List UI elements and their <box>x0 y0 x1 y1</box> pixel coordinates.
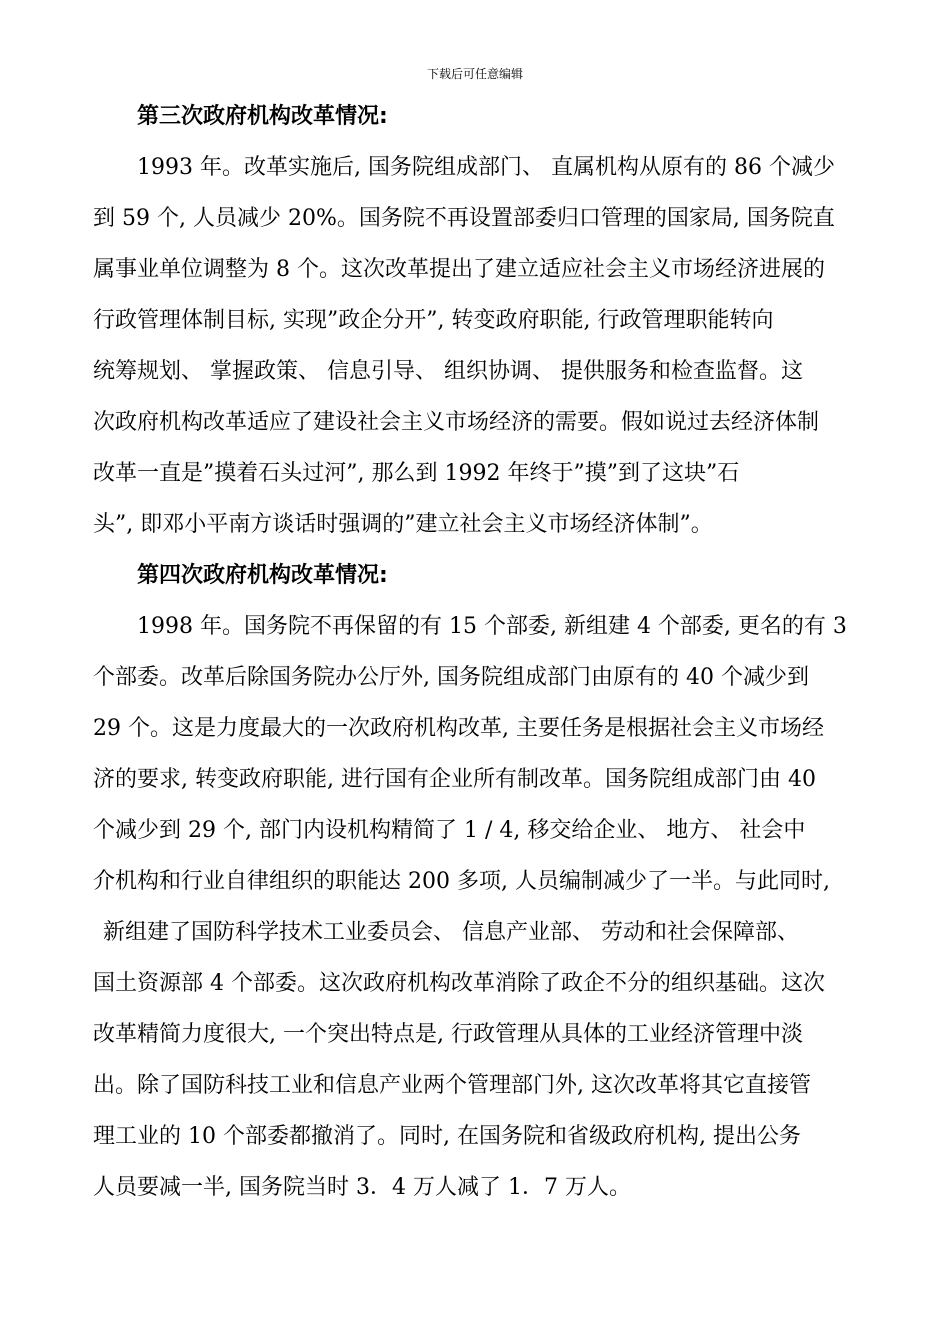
paragraph-line: 个部委。改革后除国务院办公厅外, 国务院组成部门由原有的 40 个减少到 <box>93 665 809 690</box>
paragraph-line: 行政管理体制目标, 实现”政企分开”, 转变政府职能, 行政管理职能转向 <box>93 308 774 333</box>
paragraph-line: 国土资源部 4 个部委。这次政府机构改革消除了政企不分的组织基础。这次 <box>93 971 825 996</box>
paragraph-line: 理工业的 10 个部委都撤消了。同时, 在国务院和省级政府机构, 提出公务 <box>93 1124 801 1149</box>
paragraph-line: 个减少到 29 个, 部门内设机构精简了 1 / 4, 移交给企业、 地方、 社会中 <box>93 818 806 843</box>
paragraph-line: 29 个。这是力度最大的一次政府机构改革, 主要任务是根据社会主义市场经 <box>93 716 824 741</box>
paragraph-line: 改革一直是”摸着石头过河”, 那么到 1992 年终于”摸”到了这块”石 <box>93 461 740 486</box>
header-note: 下载后可任意编辑 <box>426 67 523 81</box>
section-heading-third-reform: 第三次政府机构改革情况: <box>137 104 388 129</box>
paragraph-line: 改革精简力度很大, 一个突出特点是, 行政管理从具体的工业经济管理中淡 <box>93 1022 803 1047</box>
paragraph-line: 头”, 即邓小平南方谈话时强调的”建立社会主义市场经济体制”。 <box>93 512 713 537</box>
paragraph-line: 人员要减一半, 国务院当时 3．4 万人减了 1．7 万人。 <box>93 1175 631 1200</box>
paragraph-line: 统筹规划、 掌握政策、 信息引导、 组织协调、 提供服务和检查监督。这 <box>93 359 803 384</box>
paragraph-line: 次政府机构改革适应了建设社会主义市场经济的需要。假如说过去经济体制 <box>93 410 820 435</box>
paragraph-line: 介机构和行业自律组织的职能达 200 多项, 人员编制减少了一半。与此同时, <box>93 869 830 894</box>
paragraph-line: 1993 年。改革实施后, 国务院组成部门、 直属机构从原有的 86 个减少 <box>137 155 835 180</box>
paragraph-line: 到 59 个, 人员减少 20%。国务院不再设置部委归口管理的国家局, 国务院直 <box>93 206 835 231</box>
paragraph-line: 济的要求, 转变政府职能, 进行国有企业所有制改革。国务院组成部门由 40 <box>93 767 816 792</box>
section-heading-fourth-reform: 第四次政府机构改革情况: <box>137 563 388 588</box>
paragraph-line: 属事业单位调整为 8 个。这次改革提出了建立适应社会主义市场经济进展的 <box>93 257 825 282</box>
paragraph-line: 1998 年。国务院不再保留的有 15 个部委, 新组建 4 个部委, 更名的有 3 <box>137 614 847 639</box>
paragraph-line: 新组建了国防科学技术工业委员会、 信息产业部、 劳动和社会保障部、 <box>103 920 799 945</box>
paragraph-line: 出。除了国防科技工业和信息产业两个管理部门外, 这次改革将其它直接管 <box>93 1073 811 1098</box>
document-body <box>93 91 861 1213</box>
